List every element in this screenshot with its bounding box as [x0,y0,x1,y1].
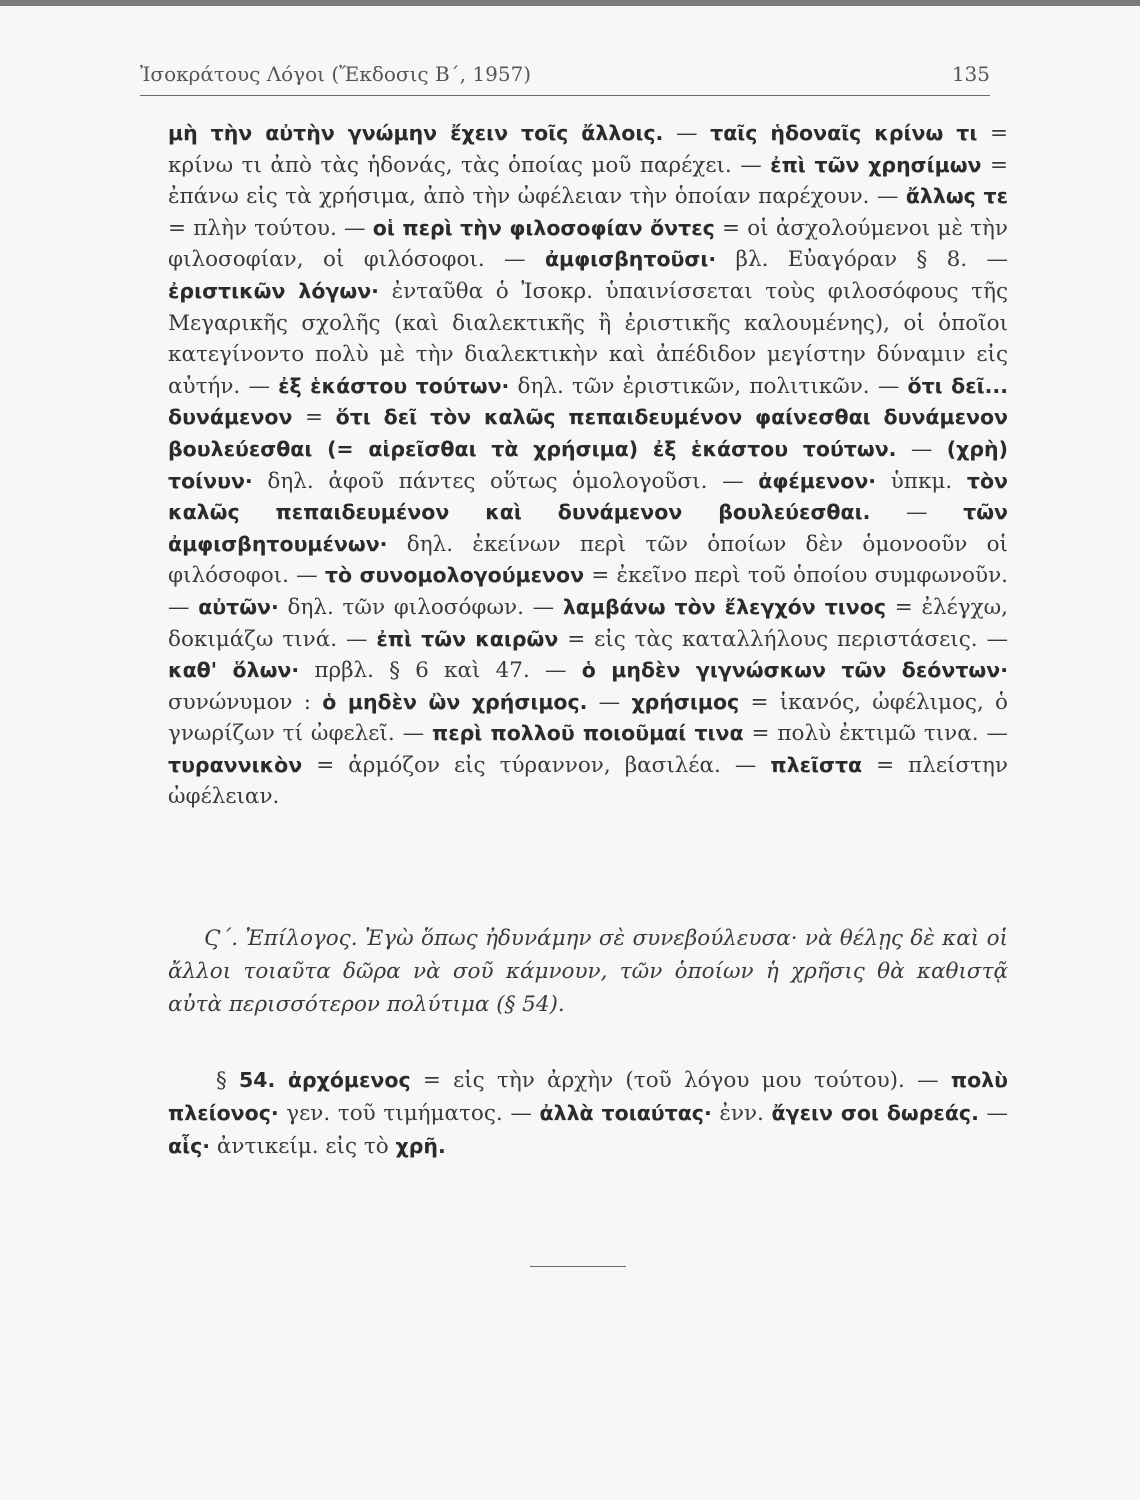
gloss-text: δηλ. τῶν φιλοσόφων. — [278,594,563,620]
page-number: 135 [951,62,990,86]
running-head [140,62,990,98]
gloss-text: = πλὴν τούτου. — [168,215,373,241]
end-rule [530,1266,626,1267]
lemma: ἐπὶ τῶν καιρῶν [376,626,559,651]
running-title: Ἰσοκράτους Λόγοι (Ἔκδοσις Β΄, 1957) [140,62,532,86]
gloss-text: = πλείστην ὠφέλειαν. [168,752,1008,810]
lemma: χρήσιμος [631,689,740,714]
gloss-text: ὑπκμ. [876,468,967,494]
gloss-text: γεν. τοῦ τιμήματος. — [278,1101,540,1126]
gloss-text: συνώνυμον : [168,689,323,715]
lemma: ἐξ ἑκάστου τούτων· [278,373,510,398]
lemma: πλεῖστα [770,752,863,777]
lemma: τὸ συνομολογούμενον [324,563,585,588]
gloss-text: = εἰς τὰς καταλλήλους περιστάσεις. — [558,626,1008,652]
gloss-text: = ἁρμόζον εἰς τύραννον, βασιλέα. — [302,752,771,778]
gloss-text: δηλ. τῶν ἐριστικῶν, πολιτικῶν. — [509,373,908,399]
gloss-text: πρβλ. § 6 καὶ 47. — [299,658,582,684]
lemma: ὅτι δεῖ τὸν καλῶς πεπαιδευμένον φαίνεσθαι δυνάμενον βουλεύεσθαι (= αἱρεῖσθαι τὰ χρήσιμα) ἐξ ἑκάστου τούτων. [168,405,1008,461]
lemma: τῶν ἀμφισβητουμένων· [168,500,1008,556]
epilogue-block [168,922,1008,1021]
gloss-text: ἐνταῦθα ὁ Ἰσοκρ. ὑπαινίσσεται τοὺς φιλοσόφους τῆς Μεγαρικῆς σχολῆς (καὶ διαλεκτικῆς ἢ ἐριστικῆς καλουμένης), οἱ ὁποῖοι κατεγίνοντο πολὺ μὲ τὴν διαλεκτικὴν καὶ ἀπέδιδον μεγίστην δύναμιν εἰς αὐτήν. — [168,278,1009,399]
gloss-text: — [663,121,711,146]
gloss-text: — [896,436,947,462]
gloss-text: — [870,500,964,526]
gloss-text: = πολὺ ἐκτιμῶ τινα. — [743,721,1008,747]
lemma: ἀλλὰ τοιαύτας· [539,1101,712,1125]
lemma: (χρὴ) τοίνυν· [168,436,1009,493]
header-rule [140,95,990,96]
lemma: οἱ περὶ τὴν φιλοσοφίαν ὄντες [372,215,715,240]
epilogue-paragraph: Ϛ΄. Ἐπίλογος. Ἐγὼ ὅπως ἠδυνάμην σὲ συνεβούλευσα· νὰ θέλῃς δὲ καὶ οἱ ἄλλοι τοιαῦτα δῶρα νὰ σοῦ κάμνουν, τῶν ὁποίων ἡ χρῆσις θὰ καθιστᾷ αὐτὰ περισσότερον πολύτιμα (§ 54). [168,926,1008,1017]
gloss-text: δηλ. ἀφοῦ πάντες οὕτως ὁμολογοῦσι. — [252,468,759,494]
lemma: ἀμφισβητοῦσι· [544,247,717,272]
lemma: λαμβάνω τὸν ἔλεγχόν τινος [562,594,886,619]
gloss-text: βλ. Εὐαγόραν § 8. — [716,247,1008,273]
lemma: χρῆ. [395,1134,446,1158]
lemma: ἄγειν σοι δωρεάς. [771,1101,979,1125]
lemma: ἐπὶ τῶν χρησίμων [770,152,982,177]
gloss-text: — [978,1101,1008,1126]
gloss-text: = κρίνω τι ἀπὸ τὰς ἡδονάς, τὰς ὁποίας μοῦ παρέχει. — [168,121,1008,178]
gloss-text: = ἐκεῖνο περὶ τοῦ ὁποίου συμφωνοῦν. — [168,563,1008,620]
lemma: 54. ἀρχόμενος [239,1068,411,1092]
gloss-text: = ἐλέγχω, δοκιμάζω τινά. — [168,594,1008,652]
scan-top-edge [0,0,1140,6]
lemma: τὸν καλῶς πεπαιδευμένον καὶ δυνάμενον βουλεύεσθαι. [168,468,1008,525]
gloss-text: = ἐπάνω εἰς τὰ χρήσιμα, ἀπὸ τὴν ὠφέλειαν τὴν ὁποίαν παρέχουν. — [168,152,1008,210]
lemma: ὅτι δεῖ... δυνάμενον [168,373,1008,430]
lemma: καθ' ὅλων· [168,658,300,683]
lemma: πολὺ πλείονος· [168,1068,1008,1125]
gloss-text: = ἱκανός, ὠφέλιμος, ὁ γνωρίζων τί ὠφελεῖ. — [168,689,1009,747]
lemma: ἀφέμενον· [758,468,877,493]
lemma: τυραννικὸν [168,752,303,777]
gloss-text: — [587,689,632,715]
lemma: ἄλλως τε [905,184,1008,209]
lemma: περὶ πολλοῦ ποιοῦμαί τινα [432,721,744,746]
lemma: αὐτῶν· [198,594,279,619]
lemma: μὴ τὴν αὐτὴν γνώμην ἔχειν τοῖς ἄλλοις. [168,121,664,145]
lemma: ταῖς ἡδοναῖς κρίνω τι [710,121,978,145]
gloss-text: = εἰς τὴν ἀρχὴν (τοῦ λόγου μου τούτου). — [410,1068,951,1093]
commentary-paragraph [168,118,1008,813]
lemma: αἷς· [168,1134,211,1158]
lemma: ὁ μηδὲν γιγνώσκων τῶν δεόντων· [581,658,1008,683]
gloss-text: = [292,405,336,431]
gloss-text: ἐνν. [711,1101,772,1126]
lemma: ὁ μηδὲν ὢν χρήσιμος. [322,689,588,714]
section-54-paragraph [168,1064,1008,1163]
gloss-text: = οἱ ἀσχολούμενοι μὲ τὴν φιλοσοφίαν, οἱ φιλόσοφοι. — [168,215,1008,273]
gloss-text: § [216,1068,239,1093]
lemma: ἐριστικῶν λόγων· [168,278,379,303]
section-54-block [168,1064,1008,1163]
gloss-text: ἀντικείμ. εἰς τὸ [210,1134,396,1159]
commentary-block [168,118,1008,813]
gloss-text: δηλ. ἐκείνων περὶ τῶν ὁποίων δὲν ὁμονοοῦν οἱ φιλόσοφοι. — [168,531,1008,589]
